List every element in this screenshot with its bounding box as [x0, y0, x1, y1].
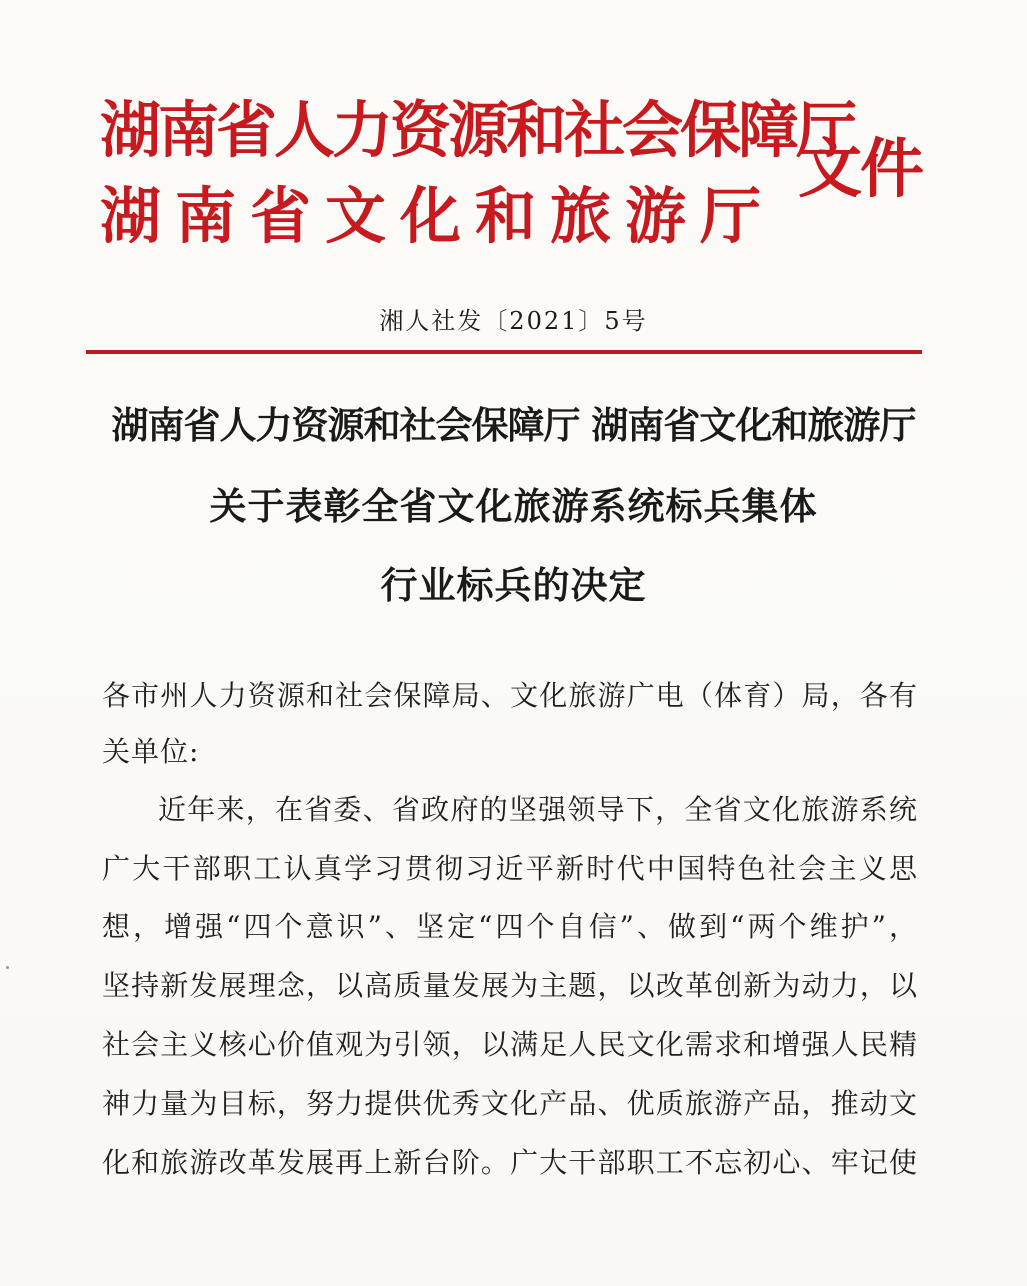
paragraph-line: 化和旅游改革发展再上新台阶。广大干部职工不忘初心、牢记使: [102, 1146, 918, 1179]
document-title-line-3: 行业标兵的决定: [380, 563, 647, 607]
issuer-name-hrss: 湖南省人力资源和社会保障厅: [100, 95, 855, 166]
paragraph-line: 神力量为目标，努力提供优秀文化产品、优质旅游产品，推动文: [102, 1087, 918, 1120]
document-number: 湘人社发〔2021〕5号: [379, 307, 648, 335]
paragraph-line: 坚持新发展理念，以高质量发展为主题，以改革创新为动力，以: [102, 969, 918, 1002]
issuer-name-culture-tourism: 湖南省文化和旅游厅: [100, 181, 776, 252]
salutation-line-1: 各市州人力资源和社会保障局、文化旅游广电（体育）局，各有: [102, 679, 918, 712]
paragraph-line: 广大干部职工认真学习贯彻习近平新时代中国特色社会主义思: [102, 852, 918, 885]
document-title-line-2: 关于表彰全省文化旅游系统标兵集体: [209, 484, 818, 528]
red-divider-rule: [86, 350, 922, 354]
scan-speck: [6, 966, 9, 969]
paragraph-line: 社会主义核心价值观为引领，以满足人民文化需求和增强人民精: [102, 1028, 918, 1061]
salutation-line-2: 关单位:: [102, 735, 200, 768]
paragraph-line: 近年来，在省委、省政府的坚强领导下，全省文化旅游系统: [158, 793, 918, 826]
paragraph-line: 想，增强“四个意识”、坚定“四个自信”、做到“两个维护”，: [102, 910, 918, 943]
document-title-line-1: 湖南省人力资源和社会保障厅 湖南省文化和旅游厅: [111, 403, 916, 447]
doc-type-label: 文件: [798, 132, 922, 207]
